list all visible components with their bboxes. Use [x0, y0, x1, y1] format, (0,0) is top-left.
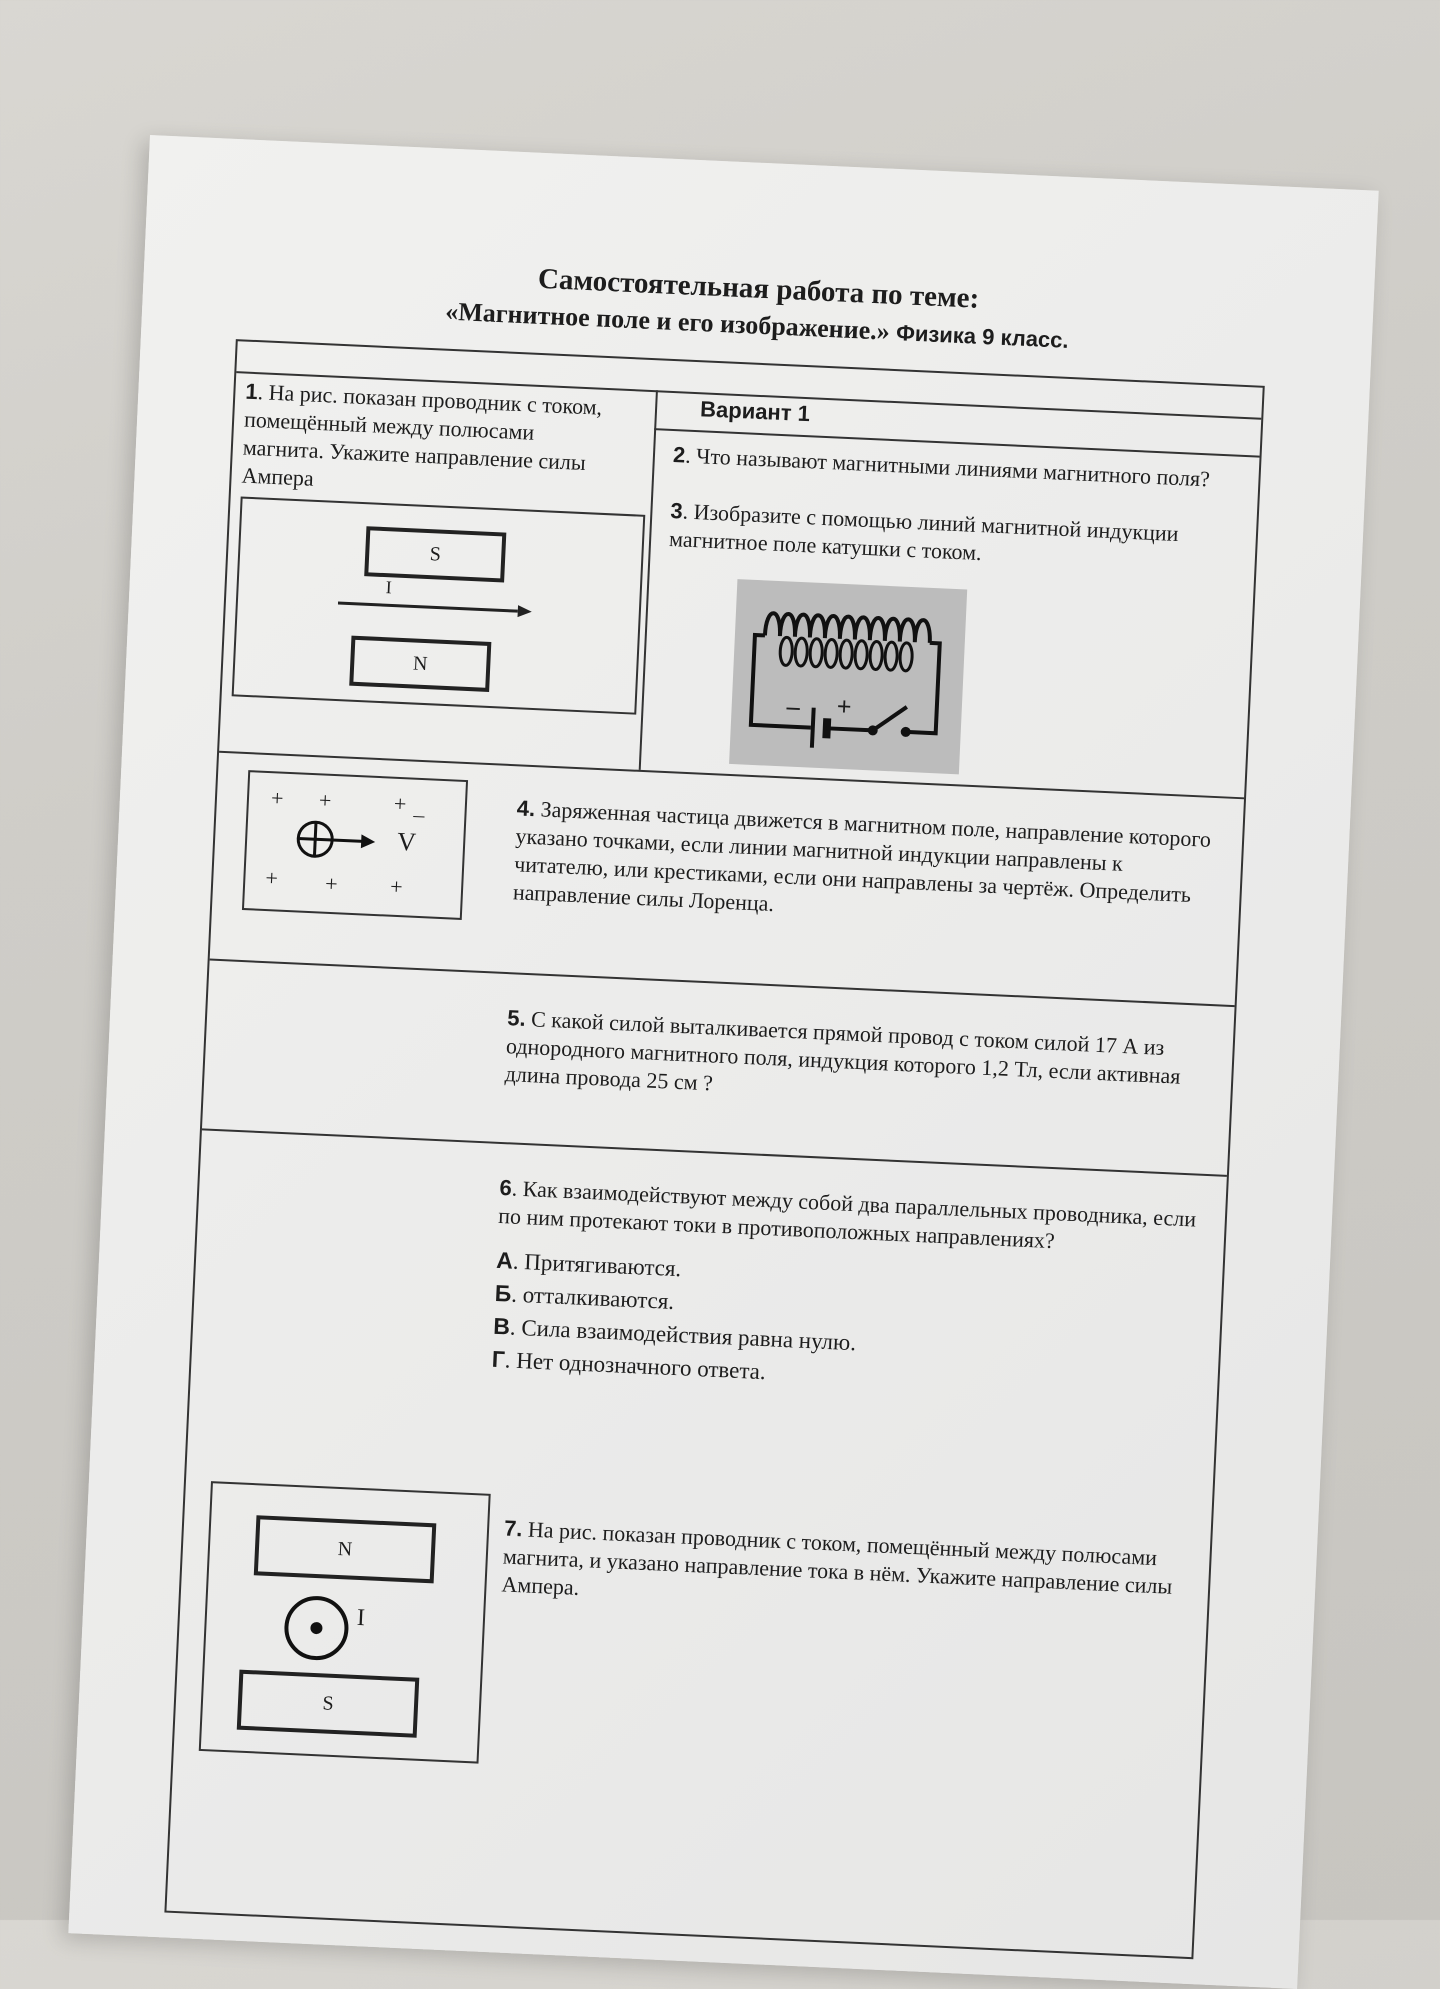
answer-options	[491, 1244, 1196, 1408]
answer-option-a: А. Притягиваются.	[495, 1246, 682, 1282]
plus-sign: +	[264, 865, 279, 891]
question-5-number: 5.	[506, 1005, 527, 1031]
question-7-number: 7.	[503, 1515, 524, 1542]
current-label: I	[385, 577, 393, 598]
table-line	[210, 959, 1235, 1008]
coil-figure	[729, 579, 967, 774]
question-5-text: С какой силой выталкивается прямой провод с током силой 17 А из однородного магнитного поля, индукция которого 1,2 Тл, если активная длина провода 25 см ?	[504, 1005, 1182, 1096]
question-1	[241, 378, 606, 506]
current-label: I	[356, 1604, 366, 1632]
question-6-number: 6	[499, 1174, 513, 1201]
question-2-number: 2	[672, 442, 686, 468]
question-2-text: . Что называют магнитными линиями магнитного поля?	[684, 442, 1211, 492]
current-out-of-page-icon	[280, 1592, 366, 1666]
magnet-pole-n: N	[349, 636, 491, 692]
figure-4	[242, 770, 468, 920]
velocity-label: V	[396, 826, 417, 857]
answer-option-v: В. Сила взаимодействия равна нулю.	[492, 1312, 857, 1356]
question-2	[672, 441, 1233, 494]
question-6	[491, 1174, 1199, 1408]
plus-sign: +	[393, 790, 407, 817]
battery-minus-sign: –	[786, 691, 801, 722]
answer-option-g: Г. Нет однозначного ответа.	[491, 1345, 767, 1385]
minus-sign: –	[412, 801, 426, 828]
variant-label: Вариант 1	[699, 396, 811, 427]
magnet-pole-n: N	[254, 1515, 437, 1583]
question-6-text: . Как взаимодействуют между собой два параллельных проводника, если по ним протекают токи в противоположных направлениях?	[497, 1175, 1197, 1254]
question-3-text: . Изобразите с помощью линий магнитной индукции магнитное поле катушки с током.	[668, 498, 1180, 566]
battery-plus-sign: +	[836, 691, 853, 722]
plus-sign: +	[324, 870, 339, 897]
charged-particle-icon	[294, 816, 396, 870]
question-7	[501, 1515, 1184, 1630]
worksheet-page	[68, 135, 1378, 1989]
question-5	[504, 1004, 1207, 1120]
topic-title: «Магнитное поле и его изображение.»	[444, 296, 891, 346]
plus-sign: +	[270, 785, 285, 811]
plus-sign: +	[389, 873, 404, 900]
question-4-text: Заряженная частица движется в магнитном поле, направление которого указано точками, если линии магнитной индукции направлены к читателю, или крестиками, если они направлены за чертёж. Определить направление силы Лоренца.	[512, 796, 1212, 917]
question-4-number: 4.	[516, 795, 536, 822]
question-1-number: 1	[244, 378, 259, 405]
question-1-text: . На рис. показан проводник с током, помещённый между полюсами магнита. Укажите направление силы Ампера	[241, 379, 603, 491]
question-7-text: На рис. показан проводник с током, помещённый между полюсами магнита, и указано направление тока в нём. Укажите направление силы Ампера.	[501, 1516, 1173, 1600]
answer-option-b: Б. отталкиваются.	[494, 1279, 675, 1314]
page-title: Самостоятельная работа по теме:	[537, 262, 980, 315]
current-arrow-icon	[338, 593, 539, 622]
tasks-table	[164, 339, 1264, 1959]
magnet-pole-s: S	[237, 1670, 420, 1738]
class-label: Физика 9 класс.	[895, 320, 1070, 353]
question-3-number: 3	[669, 498, 684, 524]
figure-7	[199, 1481, 491, 1763]
question-3	[669, 497, 1231, 578]
table-line	[202, 1128, 1227, 1177]
magnet-pole-s: S	[364, 526, 506, 582]
coil-with-battery-icon	[729, 579, 967, 774]
plus-sign: +	[318, 787, 332, 813]
figure-1	[232, 496, 646, 714]
question-4	[512, 794, 1216, 938]
